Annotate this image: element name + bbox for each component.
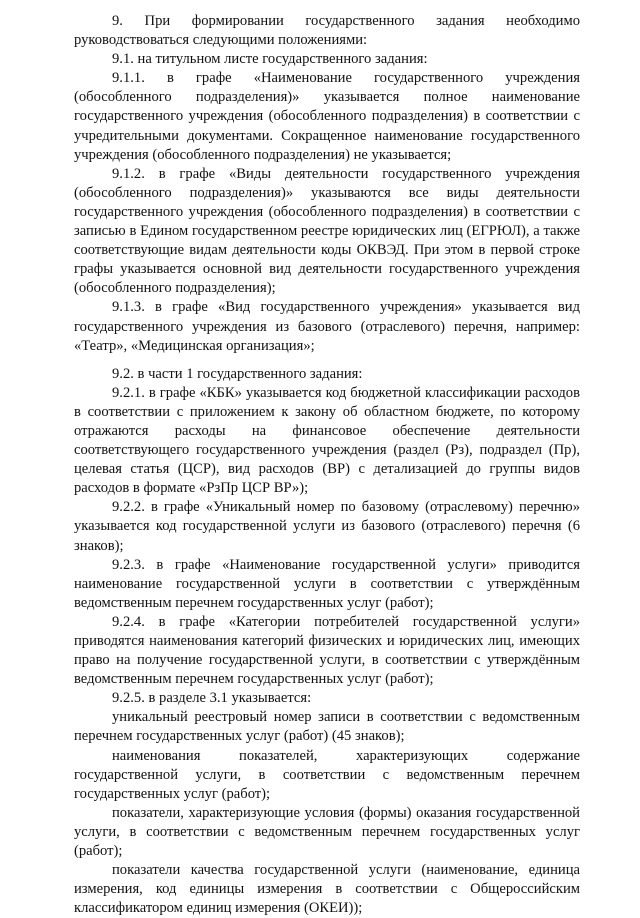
- paragraph-9-2-4: 9.2.4. в графе «Категории потребителей государственной услуги» приводятся наименования категорий физических и юридических лиц, имеющих право на получение государственной услуги, в соответствии с утверждённым ведомственным перечнем государственных услуг (работ);: [74, 613, 580, 688]
- paragraph-gap: [74, 356, 580, 365]
- list-item-condition-indicators: показатели, характеризующие условия (формы) оказания государственной услуги, в соответствии с ведомственным перечнем государственных услуг (работ);: [74, 804, 580, 860]
- list-item-registry-number: уникальный реестровый номер записи в соответствии с ведомственным перечнем государственных услуг (работ) (45 знаков);: [74, 709, 580, 745]
- list-item-content-indicators: наименования показателей, характеризующих содержание государственной услуги, в соответствии с ведомственным перечнем государственных услуг (работ);: [74, 747, 580, 802]
- paragraph-9-2-1: 9.2.1. в графе «КБК» указывается код бюджетной классификации расходов в соответствии с приложением к закону об областном бюджете, по которому отражаются расходы на финансовое обеспечение деятельности соответствующего государственного учреждения (раздел (Рз), подраздел (Пр), целевая статья (ЦСР), вид расходов (ВР) с детализацией до группы видов расходов в формате «РзПр ЦСР ВР»);: [74, 384, 580, 497]
- paragraph-9-2: 9.2. в части 1 государственного задания:: [112, 365, 363, 382]
- paragraph-9-1-3: 9.1.3. в графе «Вид государственного учреждения» указывается вид государственного учреждения из базового (отраслевого) перечня, например: «Театр», «Медицинская организация»;: [74, 299, 580, 354]
- paragraph-9-2-2: 9.2.2. в графе «Уникальный номер по базовому (отраслевому) перечню» указывается код государственной услуги из базового (отраслевого) перечня (6 знаков);: [74, 499, 580, 554]
- list-item-quality-indicators: показатели качества государственной услуги (наименование, единица измерения, код единицы измерения в соответствии с Общероссийским классификатором единиц измерения (ОКЕИ));: [74, 862, 580, 917]
- paragraph-9-2-3: 9.2.3. в графе «Наименование государственной услуги» приводится наименование государственной услуги в соответствии с утверждённым ведомственным перечнем государственных услуг (работ);: [74, 556, 580, 611]
- paragraph-9-1-2: 9.1.2. в графе «Виды деятельности государственного учреждения (обособленного подразделения)» указываются все виды деятельности государственного учреждения (обособленного подразделения) в соответствии с записью в Едином государственном реестре юридических лиц (ЕГРЮЛ), а также соответствующие видам деятельности коды ОКВЭД. При этом в первой строке графы указывается основной вид деятельности государственного учреждения (обособленного подразделения);: [74, 165, 580, 297]
- paragraph-9: 9. При формировании государственного задания необходимо руководствоваться следующими положениями:: [74, 13, 580, 49]
- paragraph-9-2-5: 9.2.5. в разделе 3.1 указывается:: [112, 690, 312, 707]
- paragraph-9-1: 9.1. на титульном листе государственного задания:: [112, 51, 428, 68]
- paragraph-9-1-1: 9.1.1. в графе «Наименование государственного учреждения (обособленного подразделения)» указывается полное наименование государственного учреждения (обособленного подразделения) в соответствии с учредительными документами. Сокращенное наименование государственного учреждения (обособленного подразделения) не указывается;: [74, 70, 580, 163]
- document-page: [74, 12, 580, 918]
